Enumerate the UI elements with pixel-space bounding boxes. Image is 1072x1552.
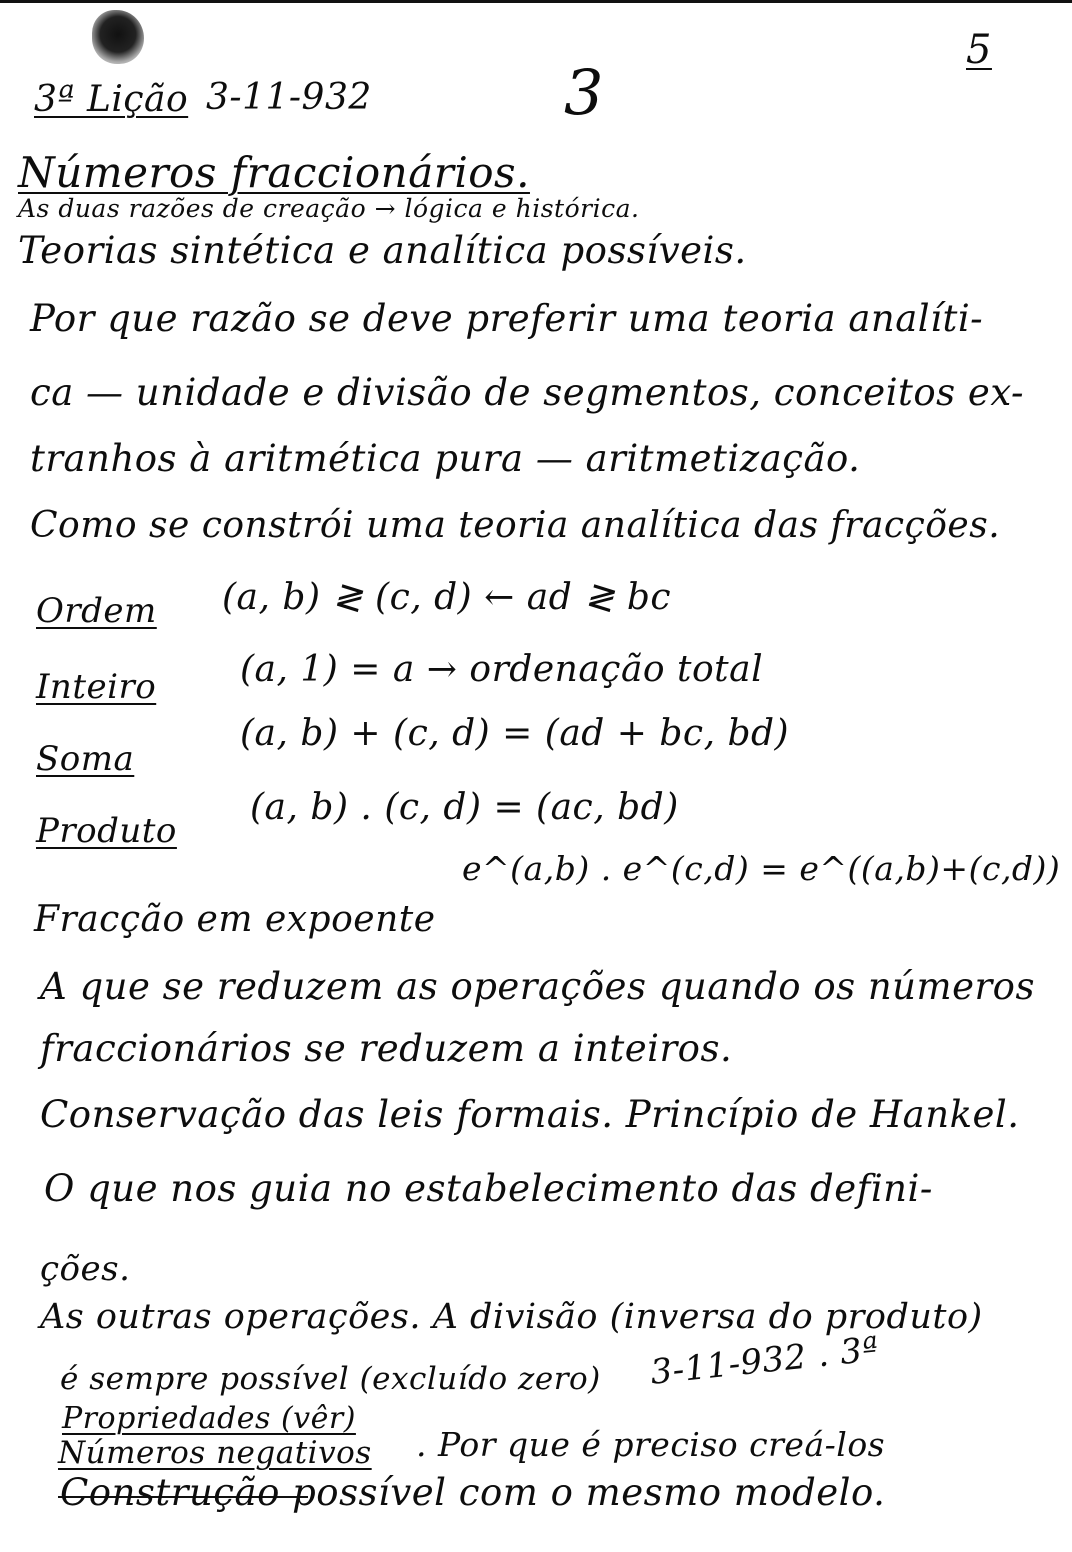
paragraph-line-1: A que se reduzem as operações quando os números <box>40 965 1035 1008</box>
line-2: Teorias sintética e analítica possíveis. <box>18 229 747 272</box>
closing-line-4: . Por que é preciso creá-los <box>416 1425 886 1464</box>
def-formula-ordem: (a, b) ≷ (c, d) ← ad ≷ bc <box>222 577 672 618</box>
page-title: Números fraccionários. <box>18 148 530 197</box>
exponent-text: Fracção em expoente <box>34 899 436 940</box>
closing-label-negativos: Números negativos <box>58 1435 372 1471</box>
def-label-ordem: Ordem <box>36 591 157 631</box>
paragraph-line-2: fraccionários se reduzem a inteiros. <box>40 1027 733 1070</box>
closing-line-1: As outras operações. A divisão (inversa do produto) <box>40 1297 983 1337</box>
closing-line-3: Propriedades (vêr) <box>62 1401 356 1436</box>
def-formula-inteiro: (a, 1) = a → ordenação total <box>240 649 764 690</box>
lesson-label: 3ª Lição <box>34 79 189 120</box>
def-formula-produto: (a, b) . (c, d) = (ac, bd) <box>250 787 679 828</box>
def-label-produto: Produto <box>36 811 177 851</box>
line-1: As duas razões de creação → lógica e histórica. <box>18 194 640 223</box>
paragraph-line-4: O que nos guia no estabelecimento das defini- <box>44 1167 933 1210</box>
lesson-date: 3-11-932 <box>206 77 372 118</box>
line-3: Por que razão se deve preferir uma teoria analíti- <box>30 297 984 340</box>
paragraph-line-3: Conservação das leis formais. Princípio de Hankel. <box>40 1093 1020 1136</box>
line-6: Como se constrói uma teoria analítica das fracções. <box>30 505 1001 546</box>
line-4: ca — unidade e divisão de segmentos, conceitos ex- <box>30 371 1025 414</box>
page-number: 5 <box>966 27 992 73</box>
exponent-formula: e^(a,b) . e^(c,d) = e^((a,b)+(c,d)) <box>462 849 1061 888</box>
closing-line-2: é sempre possível (excluído zero) <box>60 1361 601 1397</box>
paragraph-line-5: ções. <box>40 1249 131 1289</box>
def-label-soma: Soma <box>36 739 135 779</box>
scan-edge-line <box>0 0 1072 3</box>
ink-smudge <box>92 10 144 64</box>
margin-mark: 3 <box>564 56 604 129</box>
closing-date-note: 3-11-932 . 3ª <box>648 1329 881 1393</box>
def-label-inteiro: Inteiro <box>36 667 157 707</box>
line-5: tranhos à aritmética pura — aritmetização. <box>30 437 861 480</box>
def-formula-soma: (a, b) + (c, d) = (ad + bc, bd) <box>240 713 790 754</box>
closing-line-5: Construção possível com o mesmo modelo. <box>60 1471 886 1514</box>
